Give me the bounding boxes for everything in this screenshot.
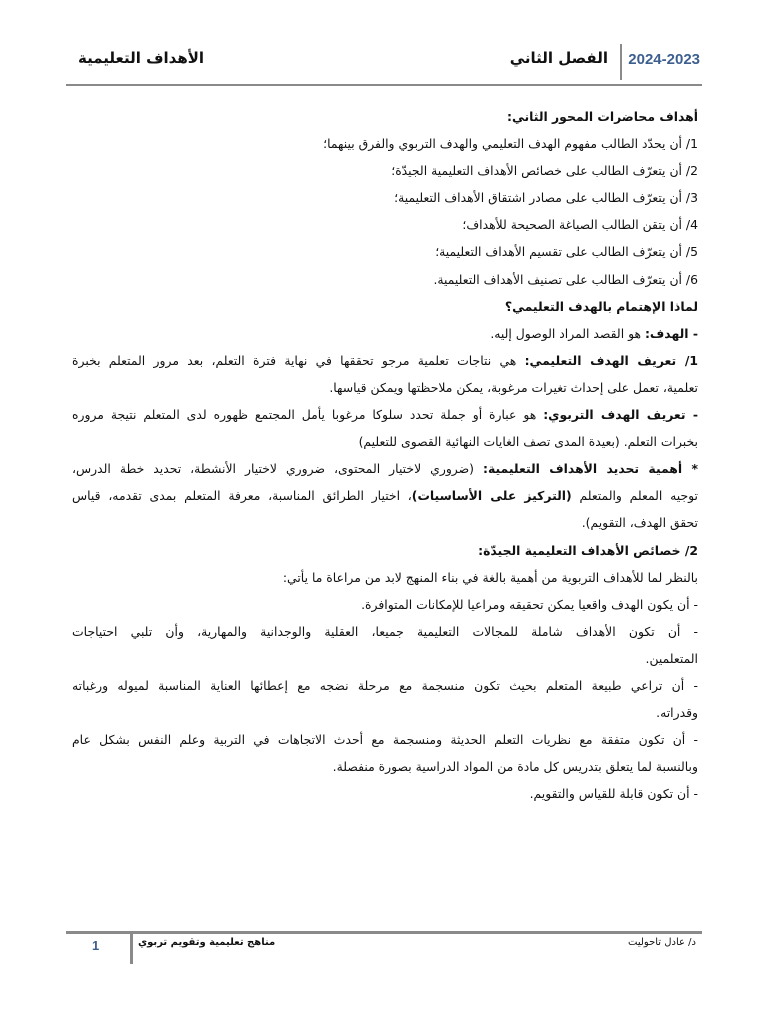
objective-item: 2/ أن يتعرّف الطالب على خصائص الأهداف التعليمية الجيدّة؛ — [391, 163, 698, 179]
educational-goal-text: هي نتاجات تعلمية مرجو تحققها في نهاية فترة التعلم، بعد مرور المتعلم بخبرة — [72, 352, 525, 368]
footer-divider — [130, 933, 133, 964]
characteristic-item-cont: وبالنسبة لما يتعلق بتدريس كل مادة من المواد الدراسية بصورة منفصلة. — [332, 759, 698, 775]
educational-goal-label: 1/ تعريف الهدف التعليمي: — [524, 352, 698, 368]
objective-item: 4/ أن يتقن الطالب الصياغة الصحيحة للأهداف؛ — [462, 217, 698, 233]
footer-author: د/ عادل تاحوليت — [628, 937, 696, 948]
page-content — [72, 103, 698, 807]
header-topic: الأهداف التعليمية — [78, 49, 205, 67]
characteristic-item: - أن تكون متفقة مع نظريات التعلم الحديثة ومنسجمة مع أحدث الاتجاهات في التربية وعلم النفس بشكل عام — [72, 732, 698, 748]
pedagogical-goal-label: - تعريف الهدف التربوي: — [543, 407, 698, 423]
importance-text-part: توجيه المعلم والمتعلم — [571, 488, 698, 504]
importance-text: (ضروري لاختيار المحتوى، ضروري لاختيار الأنشطة، تحديد خطة الدرس، — [72, 461, 483, 477]
goal-text: هو القصد المراد الوصول إليه. — [490, 325, 645, 341]
objective-item: 6/ أن يتعرّف الطالب على تصنيف الأهداف التعليمية. — [433, 271, 698, 287]
objective-item: 3/ أن يتعرّف الطالب على مصادر اشتقاق الأهداف التعليمية؛ — [394, 190, 698, 206]
characteristic-item-cont: وقدراته. — [656, 705, 698, 721]
importance-paragraph — [72, 455, 698, 482]
educational-goal-text-cont: تعلمية، تعمل على إحداث تغيرات مرغوبة، يمكن ملاحظتها ويمكن قياسها. — [329, 379, 698, 395]
header-chapter: الفصل الثاني — [509, 49, 608, 67]
educational-goal-definition — [72, 347, 698, 374]
header-year: 2024-2023 — [628, 51, 700, 68]
importance-emphasis: (التركيز على الأساسيات) — [411, 488, 572, 504]
goal-label: - الهدف: — [644, 325, 698, 341]
importance-text-end: تحقق الهدف، التقويم). — [581, 515, 698, 531]
header-divider — [620, 44, 622, 80]
characteristics-title: 2/ خصائص الأهداف التعليمية الجيدّة: — [478, 542, 698, 558]
characteristic-item: - أن تكون الأهداف شاملة للمجالات التعليمية جميعا، العقلية والوجدانية والمهارية، وأن تلبي احتياجات — [72, 623, 698, 639]
page-number: 1 — [92, 938, 100, 953]
characteristic-item: - أن تراعي طبيعة المتعلم بحيث تكون منسجمة مع مرحلة نضجه مع إعطائها العناية المناسبة لميوله ورغباته — [72, 677, 698, 693]
characteristic-item: - أن تكون قابلة للقياس والتقويم. — [529, 786, 698, 802]
characteristic-item: - أن يكون الهدف واقعيا يمكن تحقيقه ومراعيا للإمكانات المتوافرة. — [361, 596, 698, 612]
objective-item: 5/ أن يتعرّف الطالب على تقسيم الأهداف التعليمية؛ — [435, 244, 698, 260]
footer-rule — [66, 931, 702, 934]
pedagogical-goal-text-cont: بخبرات التعلم. (بعيدة المدى تصف الغايات النهائية القصوى للتعليم) — [358, 434, 698, 450]
importance-text-cont — [72, 482, 698, 509]
objectives-title: أهداف محاضرات المحور الثاني: — [506, 109, 698, 124]
header-rule — [66, 84, 702, 86]
pedagogical-goal-definition — [72, 401, 698, 428]
characteristic-item-cont: المتعلمين. — [645, 650, 698, 666]
page-header — [66, 40, 702, 84]
importance-label: * أهمية تحديد الأهداف التعليمية: — [483, 461, 698, 477]
characteristics-intro: بالنظر لما للأهداف التربوية من أهمية بالغة في بناء المنهج لابد من مراعاة ما يأتي: — [282, 569, 698, 585]
pedagogical-goal-text: هو عبارة أو جملة تحدد سلوكا مرغوبا يأمل المجتمع ظهوره لدى المتعلم نتيجة مروره — [72, 407, 544, 423]
objective-item: 1/ أن يحدّد الطالب مفهوم الهدف التعليمي والهدف التربوي والفرق بينهما؛ — [323, 136, 698, 152]
importance-text-part: ، اختيار الطرائق المناسبة، معرفة المتعلم بمدى تقدمه، قياس — [72, 488, 412, 504]
why-title: لماذا الإهتمام بالهدف التعليمي؟ — [504, 298, 698, 314]
footer-course: مناهج تعليمية وتقويم تربوي — [138, 937, 276, 948]
goal-definition — [72, 320, 698, 347]
